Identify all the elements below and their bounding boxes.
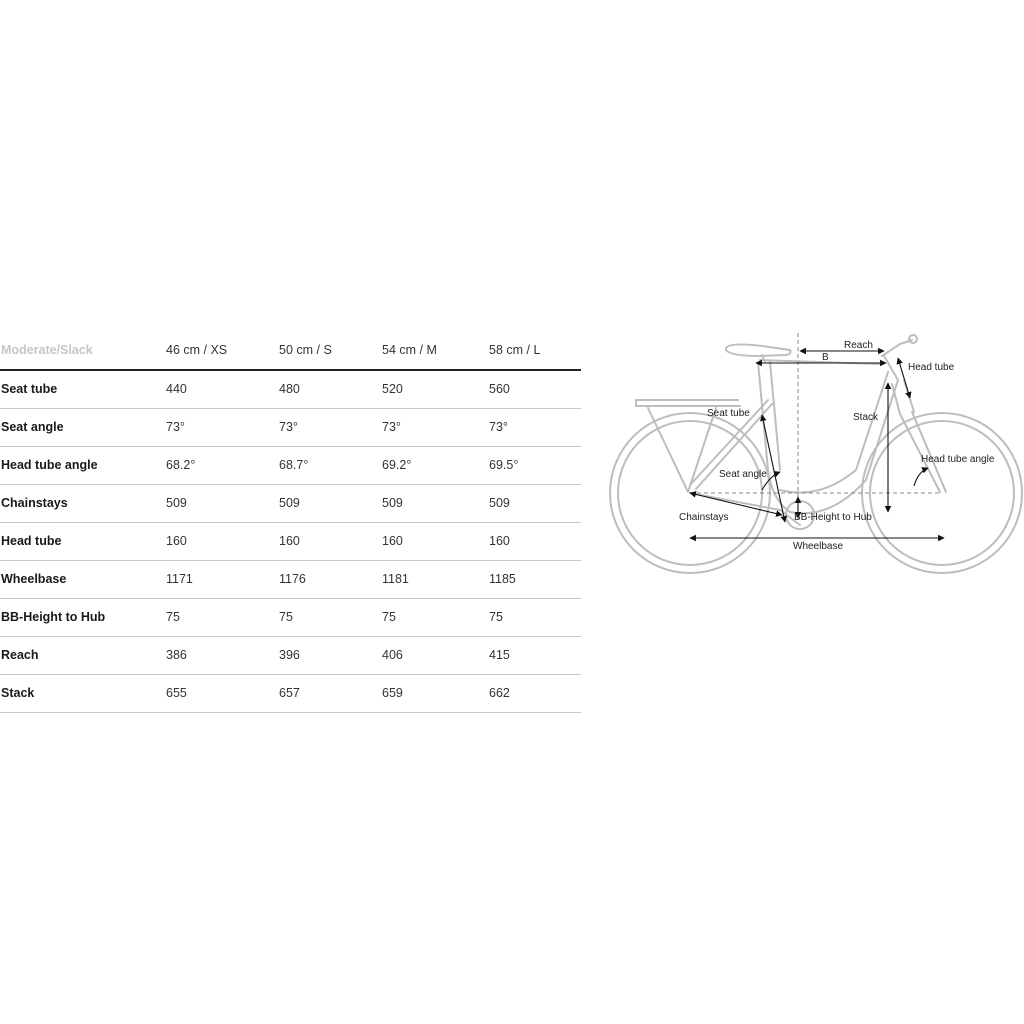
head-tube-angle-arc <box>914 468 928 486</box>
table-row <box>0 675 581 713</box>
table-row <box>0 637 581 675</box>
label-reach: Reach <box>844 340 873 351</box>
table-row <box>0 561 581 599</box>
size-header-m: 54 cm / M <box>382 343 437 357</box>
table-cell: 73° <box>166 420 185 434</box>
table-header-label: Moderate/Slack <box>1 343 93 357</box>
size-header-s: 50 cm / S <box>279 343 332 357</box>
saddle-outline <box>726 344 791 356</box>
row-label: Head tube angle <box>1 458 98 472</box>
table-header-row <box>0 330 581 371</box>
handlebar-grip <box>909 335 917 343</box>
label-head-tube-angle: Head tube angle <box>921 454 995 465</box>
table-cell: 73° <box>489 420 508 434</box>
table-cell: 73° <box>382 420 401 434</box>
table-cell: 69.2° <box>382 458 412 472</box>
table-cell: 75 <box>489 610 503 624</box>
row-label: Reach <box>1 648 39 662</box>
size-header-l: 58 cm / L <box>489 343 541 357</box>
label-stack: Stack <box>853 412 879 423</box>
bike-geometry-diagram <box>606 325 1024 580</box>
label-bb-height: BB-Height to Hub <box>794 512 872 523</box>
table-row <box>0 371 581 409</box>
label-head-tube: Head tube <box>908 362 955 373</box>
label-b: B <box>822 352 829 363</box>
table-cell: 520 <box>382 382 403 396</box>
table-cell: 73° <box>279 420 298 434</box>
size-header-xs: 46 cm / XS <box>166 343 228 357</box>
table-cell: 659 <box>382 686 403 700</box>
table-cell: 509 <box>382 496 403 510</box>
table-cell: 440 <box>166 382 187 396</box>
row-label: Seat angle <box>1 420 64 434</box>
table-cell: 1171 <box>166 572 193 586</box>
label-seat-angle: Seat angle <box>719 469 767 480</box>
table-cell: 386 <box>166 648 187 662</box>
table-cell: 480 <box>279 382 300 396</box>
table-cell: 1176 <box>279 572 306 586</box>
table-cell: 560 <box>489 382 510 396</box>
table-cell: 75 <box>166 610 180 624</box>
row-label: Seat tube <box>1 382 58 396</box>
table-cell: 75 <box>279 610 293 624</box>
table-cell: 509 <box>279 496 300 510</box>
table-cell: 69.5° <box>489 458 519 472</box>
table-cell: 415 <box>489 648 510 662</box>
table-row <box>0 485 581 523</box>
table-cell: 160 <box>489 534 510 548</box>
row-label: Wheelbase <box>1 572 67 586</box>
table-cell: 160 <box>166 534 187 548</box>
label-seat-tube: Seat tube <box>707 408 750 419</box>
table-cell: 68.7° <box>279 458 309 472</box>
table-row <box>0 409 581 447</box>
table-cell: 160 <box>382 534 403 548</box>
table-cell: 657 <box>279 686 300 700</box>
table-cell: 396 <box>279 648 300 662</box>
row-label: Head tube <box>1 534 62 548</box>
table-cell: 1181 <box>382 572 409 586</box>
label-chainstays: Chainstays <box>679 512 729 523</box>
table-cell: 509 <box>166 496 187 510</box>
label-wheelbase: Wheelbase <box>793 541 844 552</box>
handlebar-outline <box>882 340 912 356</box>
top-tube-outline <box>760 356 898 380</box>
table-row <box>0 447 581 485</box>
table-cell: 1185 <box>489 572 516 586</box>
table-cell: 68.2° <box>166 458 196 472</box>
table-cell: 75 <box>382 610 396 624</box>
table-cell: 509 <box>489 496 510 510</box>
front-wheel-inner <box>870 421 1014 565</box>
table-cell: 406 <box>382 648 403 662</box>
table-cell: 662 <box>489 686 510 700</box>
row-label: Chainstays <box>1 496 68 510</box>
row-label: Stack <box>1 686 35 700</box>
geometry-table <box>0 330 581 713</box>
table-row <box>0 599 581 637</box>
table-row <box>0 523 581 561</box>
table-cell: 655 <box>166 686 187 700</box>
row-label: BB-Height to Hub <box>1 610 106 624</box>
table-cell: 160 <box>279 534 300 548</box>
